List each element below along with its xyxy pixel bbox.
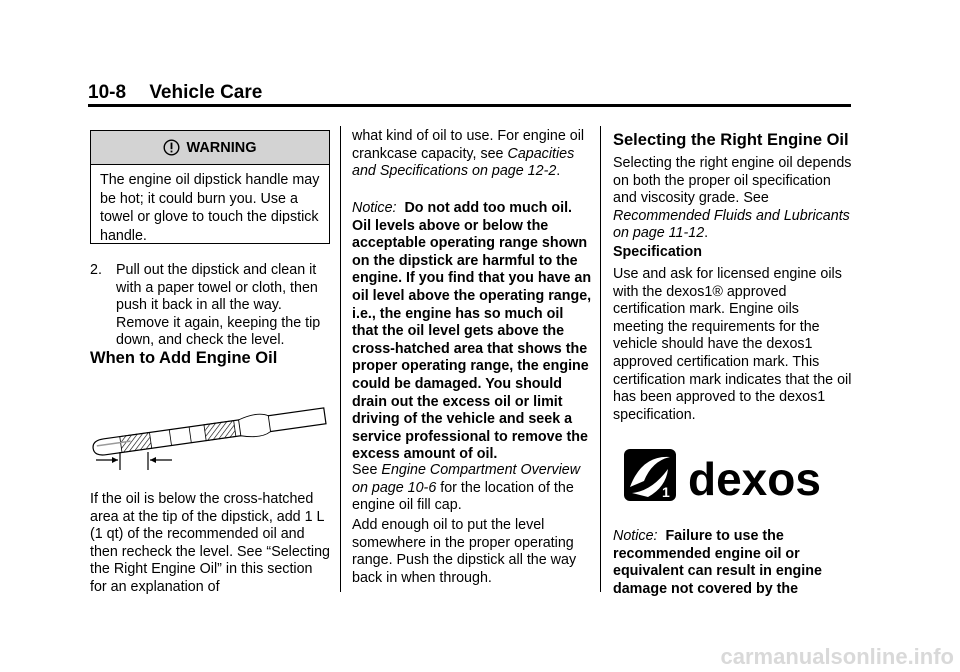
page-number: 10-8 xyxy=(88,82,127,103)
notice-text-2: Failure to use the recommended engine oil or equivalent can result in engine damage not covered by the xyxy=(613,528,822,597)
when-text: If the oil is below the cross-hatched area at the tip of the dipstick, add 1 L (1 qt) of the recommended oil and then recheck the level. See “Selecting the Right Engine Oil” in this section for an explanation of xyxy=(90,491,331,595)
header-rule xyxy=(88,104,851,107)
notice-text: Do not add too much oil. Oil levels above or below the acceptable operating range shown on the dipstick are harmful to the engine. If you find that you have an oil level above the operating range, i.e., the engine has so much oil that the oil level gets above the cross-hatched area that shows the proper operating range, the engine could be damaged. You should drain out the excess oil or limit driving of the vehicle and seek a service professional to remove the excess amount of oil. xyxy=(352,200,592,463)
notice-paragraph xyxy=(352,200,592,464)
selecting-heading: Selecting the Right Engine Oil xyxy=(613,131,849,149)
oil-type-paragraph: what kind of oil to use. For engine oil crankcase capacity, see Capacities and Specifications on page 12-2. xyxy=(352,128,585,180)
warning-icon xyxy=(163,139,180,156)
step-number: 2. xyxy=(90,262,102,278)
warning-title: WARNING xyxy=(186,139,257,156)
dipstick-illustration xyxy=(90,392,330,472)
notice-label-2: Notice: xyxy=(613,528,658,544)
add-oil-paragraph: Add enough oil to put the level somewhere in the proper operating range. Push the dipstick all the way back in when through. xyxy=(352,517,577,586)
warning-header xyxy=(91,131,329,165)
step-2 xyxy=(90,262,330,350)
section-title: Vehicle Care xyxy=(149,82,263,103)
notice-label: Notice: xyxy=(352,200,397,216)
spec-heading: Specification xyxy=(613,244,702,260)
selecting-paragraph: Selecting the right engine oil depends on both the proper oil specification and viscosity grade. See Recommended Fluids and Lubricants on page 11-12. xyxy=(613,155,852,242)
spec-paragraph: Use and ask for licensed engine oils with the dexos1® approved certification mark. Engine oils meeting the requirements for the vehicle should have the dexos1 approved certification mark. This certification mark indicates that the oil has been approved to the dexos1 specification. xyxy=(613,266,852,423)
dexos-badge-number: 1 xyxy=(662,484,670,500)
warning-text: The engine oil dipstick handle may be hot; it could burn you. Use a towel or glove to touch the dipstick handle. xyxy=(100,172,320,244)
page-header xyxy=(88,82,262,104)
dexos-emblem-icon xyxy=(622,447,842,503)
column-divider-2 xyxy=(600,126,601,592)
see-paragraph: See Engine Compartment Overview on page 10-6 for the location of the engine oil fill cap. xyxy=(352,462,581,514)
dexos-logo xyxy=(622,447,842,508)
dexos-wordmark: dexos xyxy=(688,453,821,503)
watermark: carmanualsonline.info xyxy=(720,644,954,669)
warning-box xyxy=(90,130,330,244)
when-heading: When to Add Engine Oil xyxy=(90,349,278,367)
notice-paragraph-2 xyxy=(613,528,853,598)
column-divider-1 xyxy=(340,126,341,592)
step-text: Pull out the dipstick and clean it with a paper towel or cloth, then push it back in all the way. Remove it again, keeping the tip down, and check the level. xyxy=(116,262,321,349)
